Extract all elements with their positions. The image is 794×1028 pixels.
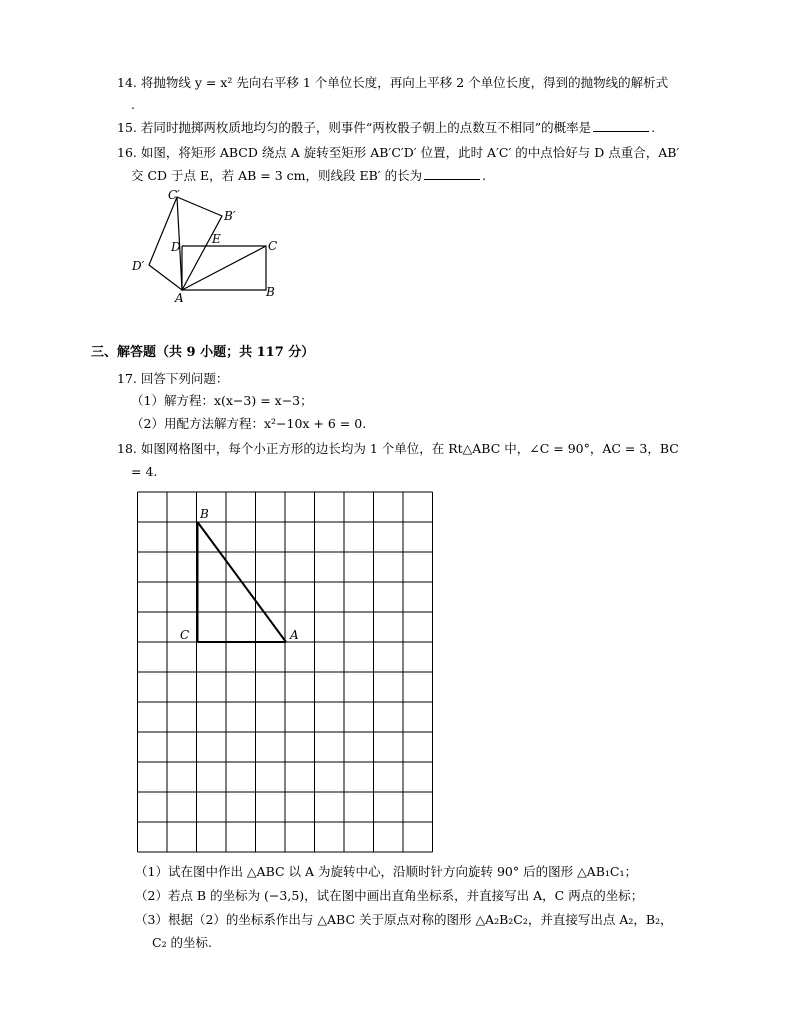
q17-part1: （1）解方程：x(x−3) = x−3； (131, 393, 313, 408)
q16-line1: 16. 如图，将矩形 ABCD 绕点 A 旋转至矩形 AB′C′D′ 位置，此时 A′C′ 的中点恰好与 D 点重合，AB′ (117, 145, 680, 160)
q15-line (117, 120, 655, 136)
label-e: E (212, 232, 221, 246)
q16-answer-blank[interactable] (424, 168, 480, 180)
q17-title: 17. 回答下列问题： (117, 371, 229, 386)
q18-part2: （2）若点 B 的坐标为 (−3,5)，试在图中画出直角坐标系，并直接写出 A，C 两点的坐标； (135, 888, 644, 903)
label-b: B (266, 285, 275, 299)
label-d: D (171, 240, 181, 254)
q14-line2: . (131, 97, 135, 112)
grid-label-b: B (200, 507, 209, 521)
q16-line2-end: . (482, 168, 487, 183)
q18-part1: （1）试在图中作出 △ABC 以 A 为旋转中心，沿顺时针方向旋转 90° 后的图形 △AB₁C₁； (135, 864, 637, 879)
grid-label-a: A (290, 628, 299, 642)
q15-end: . (651, 120, 656, 135)
label-b1: B′ (224, 209, 236, 223)
q18-part3-line2: C₂ 的坐标. (152, 935, 213, 950)
label-a: A (175, 291, 184, 305)
q18-line1: 18. 如图网格图中，每个小正方形的边长均为 1 个单位，在 Rt△ABC 中，∠C = 90°，AC = 3，BC (117, 441, 679, 456)
section-heading: 三、解答题（共 9 小题；共 117 分） (91, 345, 315, 360)
q16-line2 (131, 168, 486, 184)
q15-text: 15. 若同时抛掷两枚质地均匀的骰子，则事件“两枚骰子朝上的点数互不相同”的概率是 (117, 120, 592, 135)
q18-line2: = 4. (131, 464, 158, 479)
q15-answer-blank[interactable] (593, 120, 649, 132)
q18-part3-line1: （3）根据（2）的坐标系作出与 △ABC 关于原点对称的图形 △A₂B₂C₂，并直接写出点 A₂，B₂， (135, 912, 673, 927)
q17-part2: （2）用配方法解方程：x²−10x + 6 = 0. (131, 416, 367, 431)
q16-line2-text: 交 CD 于点 E，若 AB = 3 cm，则线段 EB′ 的长为 (131, 168, 423, 183)
label-d1: D′ (132, 259, 145, 273)
grid-label-c: C (180, 628, 190, 642)
label-c: C (268, 239, 278, 253)
segment-ac (182, 246, 266, 290)
label-c1: C′ (168, 188, 180, 202)
q18-grid-figure (130, 486, 440, 858)
q16-figure (120, 188, 290, 308)
q14-line1: 14. 将抛物线 y = x² 先向右平移 1 个单位长度，再向上平移 2 个单位长度，得到的抛物线的解析式 (117, 75, 669, 90)
